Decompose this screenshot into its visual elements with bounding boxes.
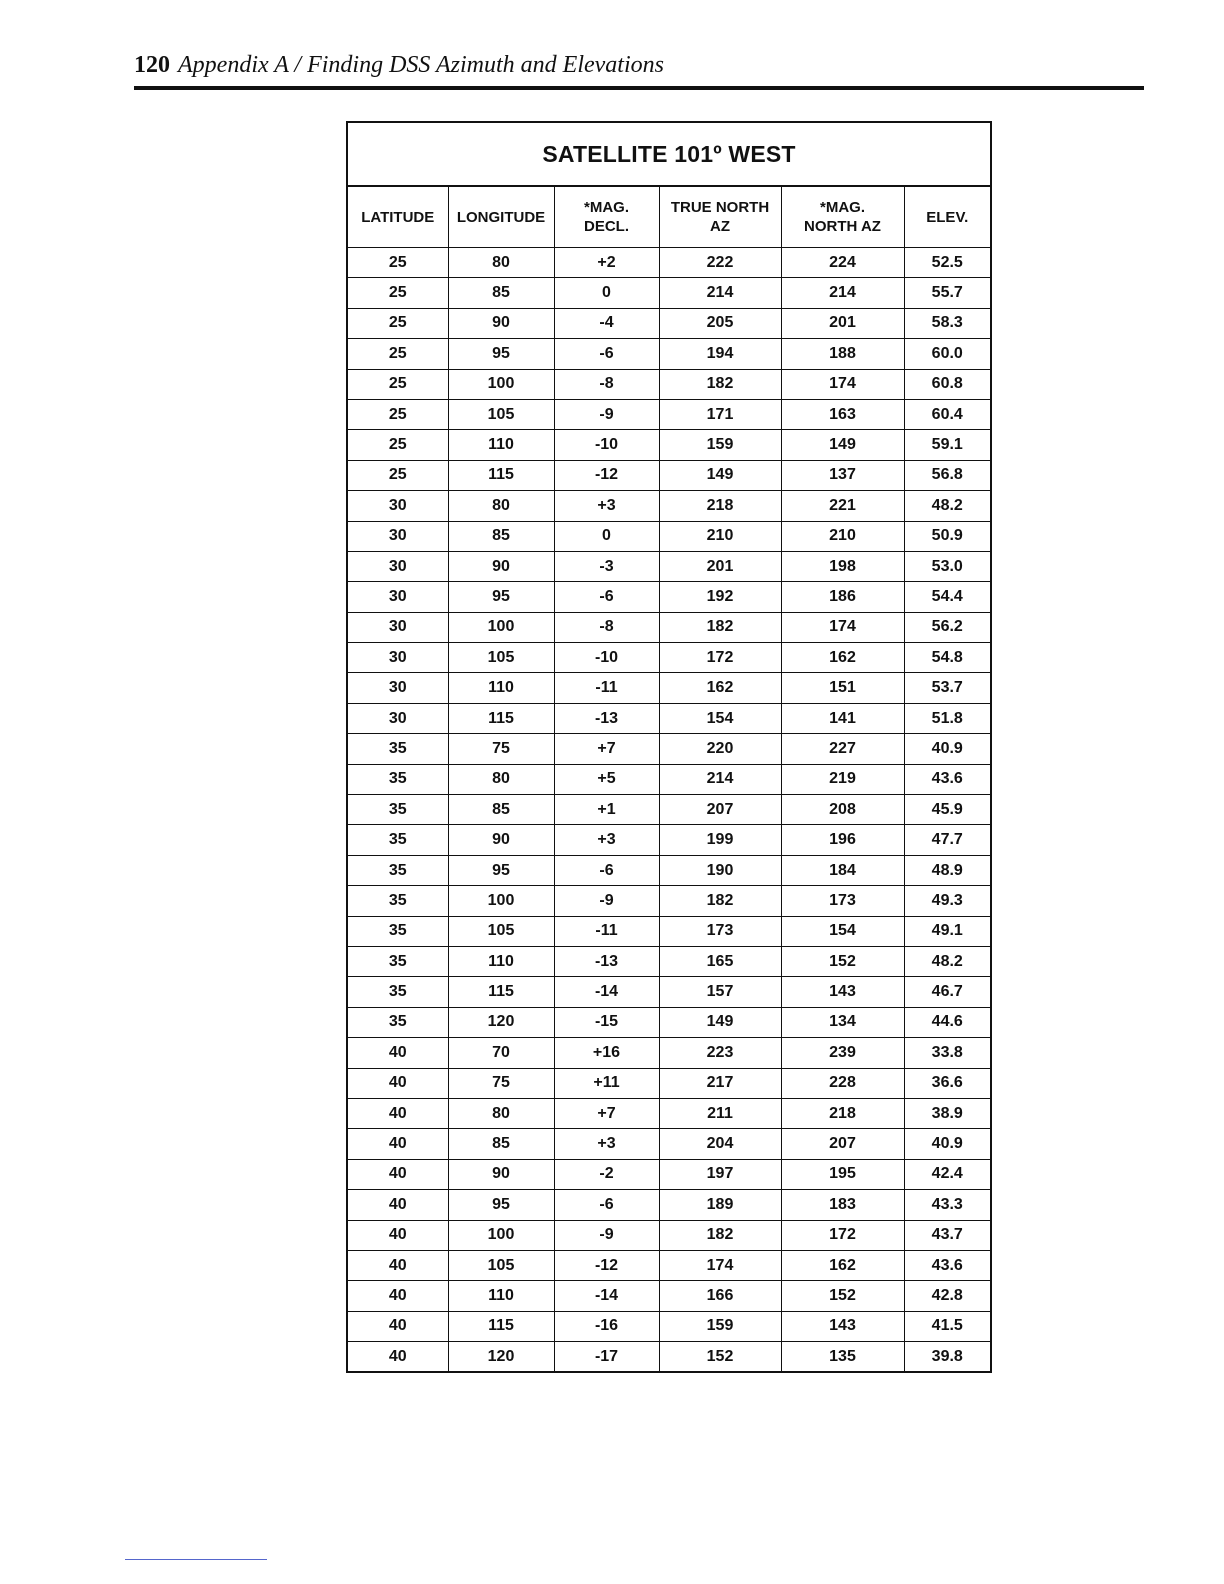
table-row xyxy=(348,795,990,825)
latitude-cell: 30 xyxy=(348,521,448,551)
latitude-cell: 30 xyxy=(348,643,448,673)
latitude-cell: 40 xyxy=(348,1190,448,1220)
mag-decl-cell: -14 xyxy=(554,977,659,1007)
longitude-cell: 100 xyxy=(448,369,554,399)
true-north-az-cell: 149 xyxy=(659,460,781,490)
elev-cell: 33.8 xyxy=(904,1038,990,1068)
header-row xyxy=(348,187,990,248)
longitude-cell: 75 xyxy=(448,1068,554,1098)
footnote-rule xyxy=(125,1559,267,1560)
true-north-az-cell: 157 xyxy=(659,977,781,1007)
longitude-cell: 105 xyxy=(448,916,554,946)
mag-north-az-cell: 224 xyxy=(781,248,904,278)
longitude-cell: 90 xyxy=(448,551,554,581)
chapter-title: Appendix A / Finding DSS Azimuth and Elevations xyxy=(178,52,664,78)
longitude-cell: 85 xyxy=(448,278,554,308)
mag-decl-cell: -6 xyxy=(554,339,659,369)
elev-cell: 49.3 xyxy=(904,886,990,916)
table-row xyxy=(348,1159,990,1189)
true-north-az-cell: 192 xyxy=(659,582,781,612)
elev-cell: 48.9 xyxy=(904,855,990,885)
mag-north-az-cell: 154 xyxy=(781,916,904,946)
latitude-cell: 40 xyxy=(348,1250,448,1280)
table-row xyxy=(348,825,990,855)
mag-decl-cell: -9 xyxy=(554,886,659,916)
table-row xyxy=(348,946,990,976)
elev-cell: 43.6 xyxy=(904,1250,990,1280)
mag-decl-cell: -11 xyxy=(554,916,659,946)
longitude-cell: 80 xyxy=(448,491,554,521)
latitude-cell: 25 xyxy=(348,369,448,399)
mag-decl-cell: -10 xyxy=(554,643,659,673)
true-north-az-cell: 182 xyxy=(659,1220,781,1250)
longitude-cell: 105 xyxy=(448,399,554,429)
mag-north-az-cell: 172 xyxy=(781,1220,904,1250)
true-north-az-cell: 220 xyxy=(659,734,781,764)
table-row xyxy=(348,1038,990,1068)
elev-cell: 39.8 xyxy=(931,1347,963,1365)
latitude-cell: 40 xyxy=(348,1311,448,1341)
longitude-cell: 95 xyxy=(448,339,554,369)
latitude-cell: 35 xyxy=(348,734,448,764)
table-row xyxy=(348,339,990,369)
mag-decl-cell: -6 xyxy=(554,855,659,885)
mag-decl-cell: +3 xyxy=(554,1129,659,1159)
longitude-cell: 100 xyxy=(448,612,554,642)
table-row xyxy=(348,551,990,581)
latitude-cell: 40 xyxy=(348,1098,448,1128)
longitude-cell: 85 xyxy=(448,1129,554,1159)
satellite-table xyxy=(346,121,992,1373)
mag-decl-cell: +1 xyxy=(554,795,659,825)
mag-north-az-cell: 195 xyxy=(781,1159,904,1189)
elev-cell: 48.2 xyxy=(904,491,990,521)
latitude-cell: 40 xyxy=(348,1068,448,1098)
latitude-cell: 25 xyxy=(348,399,448,429)
longitude-cell: 105 xyxy=(448,643,554,673)
mag-north-az-cell: 152 xyxy=(781,946,904,976)
table-row xyxy=(348,1311,990,1341)
elev-cell: 42.8 xyxy=(904,1281,990,1311)
table-row xyxy=(348,612,990,642)
mag-north-az-cell: 228 xyxy=(781,1068,904,1098)
table-row xyxy=(348,1190,990,1220)
mag-north-az-cell: 162 xyxy=(781,1250,904,1280)
elev-cell: 60.8 xyxy=(904,369,990,399)
longitude-cell: 110 xyxy=(448,430,554,460)
table-title: SATELLITE 101º WEST xyxy=(348,123,990,187)
latitude-cell: 35 xyxy=(348,977,448,1007)
true-north-az-cell: 201 xyxy=(659,551,781,581)
column-header-latitude: LATITUDE xyxy=(348,187,448,248)
latitude-cell: 25 xyxy=(348,278,448,308)
table-row xyxy=(348,1068,990,1098)
latitude-cell: 35 xyxy=(348,825,448,855)
table-row xyxy=(348,521,990,551)
mag-north-az-cell: 201 xyxy=(781,308,904,338)
mag-north-az-cell: 210 xyxy=(781,521,904,551)
latitude-cell: 40 xyxy=(348,1129,448,1159)
mag-north-az-cell: 174 xyxy=(781,369,904,399)
mag-north-az-cell: 188 xyxy=(781,339,904,369)
mag-decl-cell: +2 xyxy=(554,248,659,278)
true-north-az-cell: 154 xyxy=(659,703,781,733)
true-north-az-cell: 173 xyxy=(659,916,781,946)
mag-north-az-cell: 143 xyxy=(781,1311,904,1341)
latitude-cell: 30 xyxy=(348,551,448,581)
true-north-az-cell: 214 xyxy=(659,278,781,308)
latitude-cell: 25 xyxy=(348,248,448,278)
mag-north-az-cell: 183 xyxy=(781,1190,904,1220)
latitude-cell: 35 xyxy=(348,886,448,916)
mag-decl-cell: 0 xyxy=(554,521,659,551)
true-north-az-cell: 199 xyxy=(659,825,781,855)
latitude-cell: 30 xyxy=(348,612,448,642)
latitude-cell: 35 xyxy=(348,855,448,885)
true-north-az-cell: 204 xyxy=(659,1129,781,1159)
mag-decl-cell: +7 xyxy=(554,1098,659,1128)
mag-decl-cell: -4 xyxy=(554,308,659,338)
longitude-cell: 100 xyxy=(448,886,554,916)
table-row xyxy=(348,460,990,490)
elev-cell: 55.7 xyxy=(904,278,990,308)
true-north-az-cell: 152 xyxy=(659,1342,781,1372)
elev-cell: 46.7 xyxy=(904,977,990,1007)
mag-north-az-cell: 208 xyxy=(781,795,904,825)
elev-cell: 54.4 xyxy=(904,582,990,612)
mag-north-az-cell: 149 xyxy=(781,430,904,460)
elev-cell: 42.4 xyxy=(904,1159,990,1189)
mag-decl-cell: -6 xyxy=(554,582,659,612)
column-header-elev: ELEV. xyxy=(904,187,990,248)
longitude-cell: 100 xyxy=(448,1220,554,1250)
longitude-cell: 90 xyxy=(448,1159,554,1189)
mag-north-az-cell: 214 xyxy=(781,278,904,308)
true-north-az-cell: 174 xyxy=(659,1250,781,1280)
table-row xyxy=(348,430,990,460)
true-north-az-cell: 218 xyxy=(659,491,781,521)
longitude-cell: 85 xyxy=(448,521,554,551)
mag-decl-cell: +5 xyxy=(554,764,659,794)
elev-cell: 36.6 xyxy=(904,1068,990,1098)
mag-decl-cell: -15 xyxy=(554,1007,659,1037)
table-row xyxy=(348,248,990,278)
latitude-cell: 30 xyxy=(348,703,448,733)
elev-cell: 56.8 xyxy=(904,460,990,490)
mag-decl-cell: -8 xyxy=(554,612,659,642)
true-north-az-cell: 217 xyxy=(659,1068,781,1098)
azimuth-elevation-table xyxy=(348,187,990,1371)
true-north-az-cell: 190 xyxy=(659,855,781,885)
true-north-az-cell: 182 xyxy=(659,369,781,399)
mag-decl-cell: +16 xyxy=(554,1038,659,1068)
latitude-cell: 40 xyxy=(348,1038,448,1068)
latitude-cell: 35 xyxy=(348,764,448,794)
elev-cell: 53.7 xyxy=(904,673,990,703)
true-north-az-cell: 222 xyxy=(659,248,781,278)
mag-north-az-cell: 152 xyxy=(781,1281,904,1311)
column-header-longitude: LONGITUDE xyxy=(448,187,554,248)
latitude-cell: 35 xyxy=(348,1007,448,1037)
table-row xyxy=(348,308,990,338)
true-north-az-cell: 205 xyxy=(659,308,781,338)
latitude-cell: 40 xyxy=(348,1342,448,1372)
elev-cell: 53.0 xyxy=(904,551,990,581)
true-north-az-cell: 223 xyxy=(659,1038,781,1068)
elev-cell: 49.1 xyxy=(904,916,990,946)
latitude-cell: 30 xyxy=(348,491,448,521)
table-row xyxy=(348,1129,990,1159)
table-row xyxy=(348,643,990,673)
mag-north-az-cell: 227 xyxy=(781,734,904,764)
latitude-cell: 40 xyxy=(348,1281,448,1311)
longitude-cell: 75 xyxy=(448,734,554,764)
table-row xyxy=(348,1342,990,1372)
longitude-cell: 110 xyxy=(448,673,554,703)
table-row xyxy=(348,916,990,946)
column-header-true-north-az: TRUE NORTH AZ xyxy=(659,187,781,248)
true-north-az-cell: 159 xyxy=(659,1311,781,1341)
table-body xyxy=(348,248,990,1372)
running-head xyxy=(134,50,1144,90)
mag-north-az-cell: 162 xyxy=(781,643,904,673)
table-row xyxy=(348,855,990,885)
true-north-az-cell: 182 xyxy=(659,886,781,916)
longitude-cell: 110 xyxy=(448,1281,554,1311)
mag-decl-cell: -13 xyxy=(554,703,659,733)
longitude-cell: 85 xyxy=(448,795,554,825)
latitude-cell: 25 xyxy=(348,308,448,338)
latitude-cell: 35 xyxy=(348,946,448,976)
latitude-cell: 30 xyxy=(348,582,448,612)
table-row xyxy=(348,399,990,429)
table-row xyxy=(348,1007,990,1037)
mag-north-az-cell: 218 xyxy=(781,1098,904,1128)
true-north-az-cell: 162 xyxy=(659,673,781,703)
table-row xyxy=(348,278,990,308)
mag-north-az-cell: 174 xyxy=(781,612,904,642)
mag-decl-cell: -13 xyxy=(554,946,659,976)
elev-cell: 41.5 xyxy=(904,1311,990,1341)
elev-cell: 43.3 xyxy=(904,1190,990,1220)
elev-cell: 59.1 xyxy=(904,430,990,460)
table-row xyxy=(348,673,990,703)
elev-cell: 48.2 xyxy=(904,946,990,976)
mag-north-az-cell: 186 xyxy=(781,582,904,612)
true-north-az-cell: 214 xyxy=(659,764,781,794)
column-header-mag-decl: *MAG. DECL. xyxy=(554,187,659,248)
elev-cell: 51.8 xyxy=(904,703,990,733)
true-north-az-cell: 171 xyxy=(659,399,781,429)
mag-decl-cell: -9 xyxy=(554,1220,659,1250)
elev-cell: 50.9 xyxy=(904,521,990,551)
mag-decl-cell: +3 xyxy=(554,491,659,521)
table-row xyxy=(348,582,990,612)
true-north-az-cell: 207 xyxy=(659,795,781,825)
table-row xyxy=(348,1220,990,1250)
mag-north-az-cell: 196 xyxy=(781,825,904,855)
mag-decl-cell: -8 xyxy=(554,369,659,399)
longitude-cell: 90 xyxy=(448,825,554,855)
mag-decl-cell: +7 xyxy=(554,734,659,764)
longitude-cell: 115 xyxy=(448,1311,554,1341)
latitude-cell: 30 xyxy=(348,673,448,703)
mag-decl-cell: -3 xyxy=(554,551,659,581)
mag-north-az-cell: 163 xyxy=(781,399,904,429)
table-row xyxy=(348,764,990,794)
true-north-az-cell: 172 xyxy=(659,643,781,673)
elev-cell: 43.7 xyxy=(904,1220,990,1250)
elev-cell: 60.0 xyxy=(904,339,990,369)
page-number: 120 xyxy=(134,52,170,78)
true-north-az-cell: 210 xyxy=(659,521,781,551)
true-north-az-cell: 211 xyxy=(659,1098,781,1128)
true-north-az-cell: 165 xyxy=(659,946,781,976)
longitude-cell: 70 xyxy=(448,1038,554,1068)
true-north-az-cell: 166 xyxy=(659,1281,781,1311)
longitude-cell: 95 xyxy=(448,855,554,885)
mag-north-az-cell: 143 xyxy=(781,977,904,1007)
mag-north-az-cell: 134 xyxy=(781,1007,904,1037)
elev-cell: 58.3 xyxy=(904,308,990,338)
elev-cell: 38.9 xyxy=(904,1098,990,1128)
elev-cell: 45.9 xyxy=(904,795,990,825)
latitude-cell: 25 xyxy=(348,430,448,460)
mag-decl-cell: -9 xyxy=(554,399,659,429)
mag-north-az-cell: 173 xyxy=(781,886,904,916)
mag-north-az-cell: 184 xyxy=(781,855,904,885)
mag-decl-cell: 0 xyxy=(554,278,659,308)
latitude-cell: 35 xyxy=(348,916,448,946)
table-row xyxy=(348,1250,990,1280)
mag-north-az-cell: 135 xyxy=(781,1342,904,1372)
table-row xyxy=(348,703,990,733)
longitude-cell: 80 xyxy=(448,248,554,278)
mag-decl-cell: +3 xyxy=(554,825,659,855)
longitude-cell: 105 xyxy=(448,1250,554,1280)
elev-cell: 43.6 xyxy=(904,764,990,794)
elev-cell: 60.4 xyxy=(904,399,990,429)
true-north-az-cell: 194 xyxy=(659,339,781,369)
mag-decl-cell: +11 xyxy=(554,1068,659,1098)
elev-cell: 44.6 xyxy=(904,1007,990,1037)
longitude-cell: 120 xyxy=(448,1342,554,1372)
longitude-cell: 115 xyxy=(448,460,554,490)
latitude-cell: 40 xyxy=(348,1159,448,1189)
longitude-cell: 115 xyxy=(448,977,554,1007)
mag-decl-cell: -10 xyxy=(554,430,659,460)
mag-decl-cell: -11 xyxy=(554,673,659,703)
mag-decl-cell: -12 xyxy=(554,1250,659,1280)
table-row xyxy=(348,369,990,399)
table-row xyxy=(348,977,990,1007)
mag-north-az-cell: 219 xyxy=(781,764,904,794)
latitude-cell: 35 xyxy=(348,795,448,825)
mag-north-az-cell: 207 xyxy=(781,1129,904,1159)
elev-cell: 54.8 xyxy=(904,643,990,673)
column-header-mag-north-az: *MAG. NORTH AZ xyxy=(781,187,904,248)
true-north-az-cell: 189 xyxy=(659,1190,781,1220)
true-north-az-cell: 149 xyxy=(659,1007,781,1037)
mag-decl-cell: -6 xyxy=(554,1190,659,1220)
longitude-cell: 115 xyxy=(448,703,554,733)
mag-north-az-cell: 137 xyxy=(781,460,904,490)
mag-decl-cell: -16 xyxy=(554,1311,659,1341)
latitude-cell: 25 xyxy=(348,460,448,490)
mag-north-az-cell: 239 xyxy=(781,1038,904,1068)
elev-cell: 40.9 xyxy=(904,1129,990,1159)
true-north-az-cell: 182 xyxy=(659,612,781,642)
latitude-cell: 25 xyxy=(348,339,448,369)
mag-decl-cell: -17 xyxy=(554,1342,659,1372)
mag-decl-cell: -2 xyxy=(554,1159,659,1189)
true-north-az-cell: 197 xyxy=(659,1159,781,1189)
mag-decl-cell: -14 xyxy=(554,1281,659,1311)
table-row xyxy=(348,886,990,916)
longitude-cell: 95 xyxy=(448,582,554,612)
true-north-az-cell: 159 xyxy=(659,430,781,460)
table-row xyxy=(348,491,990,521)
mag-north-az-cell: 151 xyxy=(781,673,904,703)
table-row xyxy=(348,1098,990,1128)
elev-cell: 56.2 xyxy=(904,612,990,642)
latitude-cell: 40 xyxy=(348,1220,448,1250)
elev-cell: 52.5 xyxy=(904,248,990,278)
longitude-cell: 80 xyxy=(448,764,554,794)
longitude-cell: 90 xyxy=(448,308,554,338)
longitude-cell: 120 xyxy=(448,1007,554,1037)
longitude-cell: 80 xyxy=(448,1098,554,1128)
elev-cell: 40.9 xyxy=(904,734,990,764)
table-row xyxy=(348,734,990,764)
longitude-cell: 110 xyxy=(448,946,554,976)
table-row xyxy=(348,1281,990,1311)
longitude-cell: 95 xyxy=(448,1190,554,1220)
elev-cell: 47.7 xyxy=(904,825,990,855)
mag-north-az-cell: 198 xyxy=(781,551,904,581)
mag-decl-cell: -12 xyxy=(554,460,659,490)
mag-north-az-cell: 221 xyxy=(781,491,904,521)
mag-north-az-cell: 141 xyxy=(781,703,904,733)
